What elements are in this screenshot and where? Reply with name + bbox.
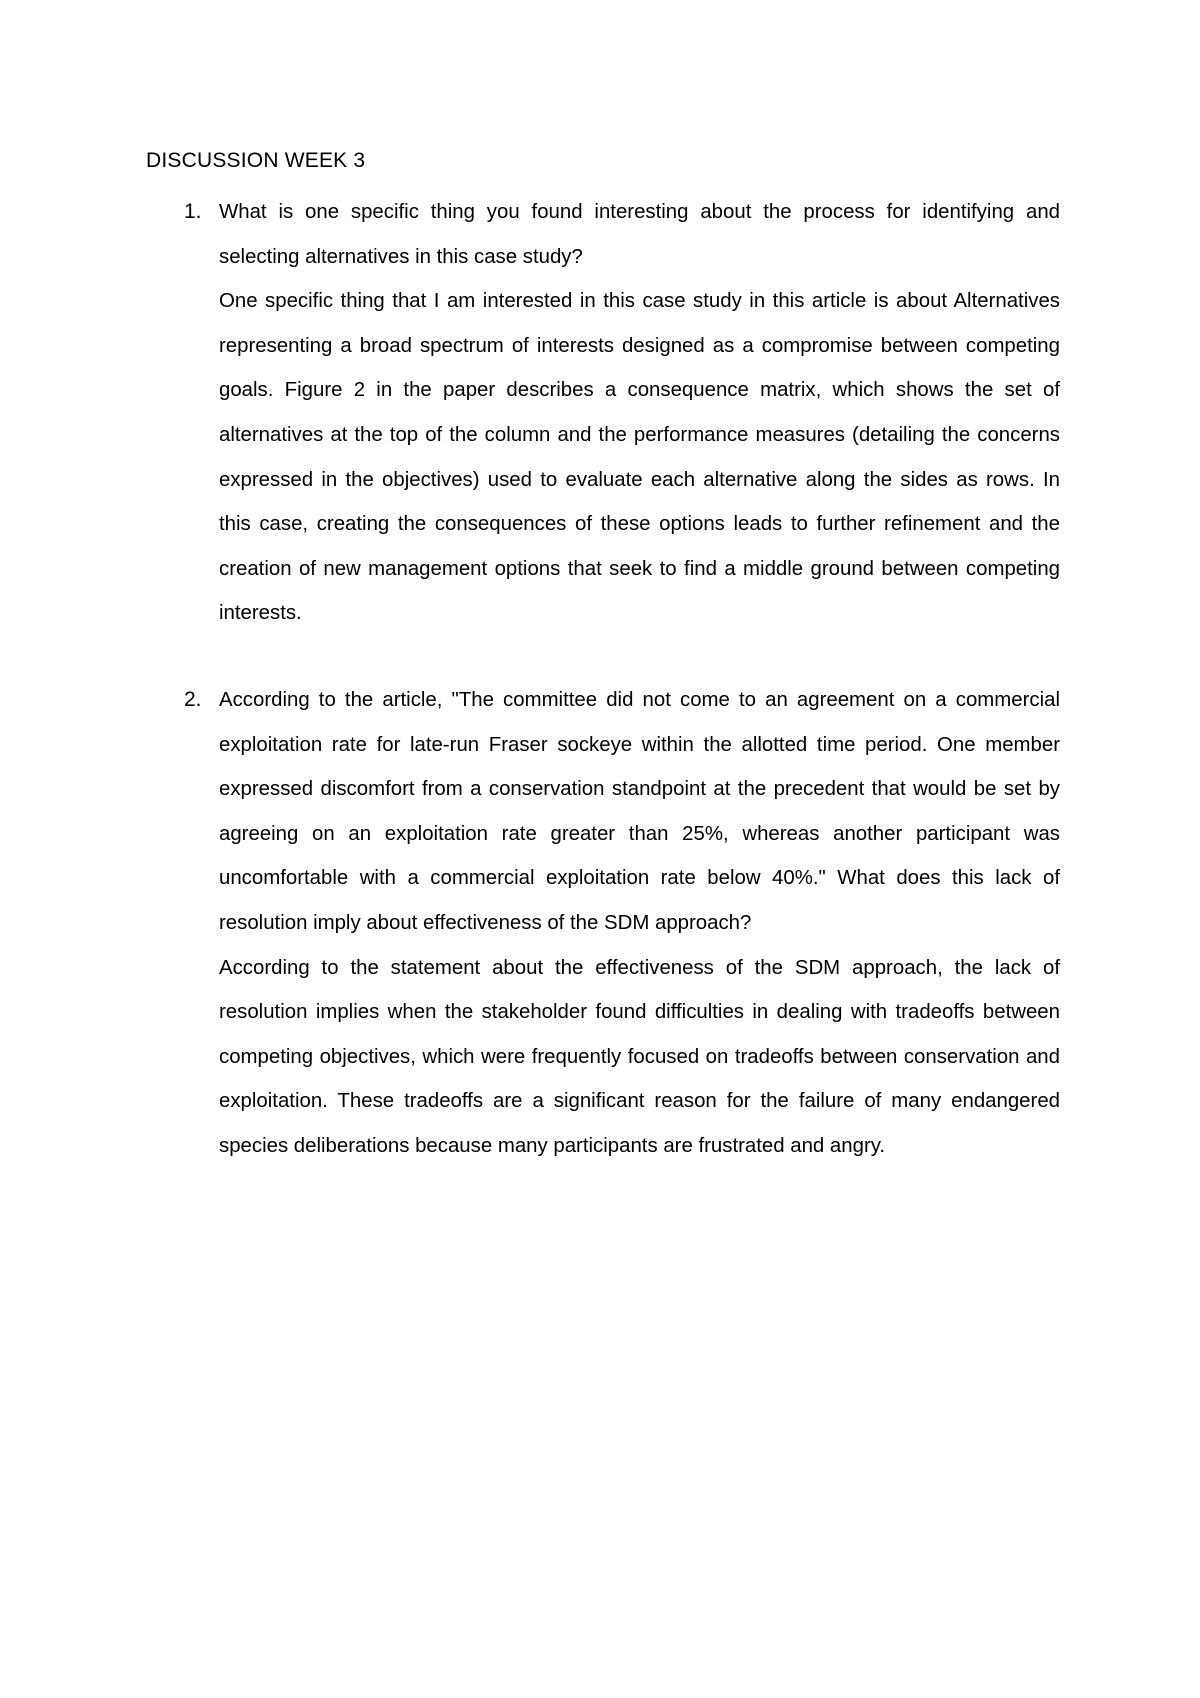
- item-body: [219, 678, 1060, 1169]
- question-text: According to the article, "The committee did not come to an agreement on a commercial exploitation rate for late-run Fraser sockeye within the allotted time period. One member expressed discomfort from a conservation standpoint at the precedent that would be set by agreeing on an exploitation rate greater than 25%, whereas another participant was uncomfortable with a commercial exploitation rate below 40%." What does this lack of resolution imply about effectiveness of the SDM approach?: [219, 689, 1060, 934]
- discussion-item-1: [146, 190, 1060, 636]
- discussion-item-2: [146, 678, 1060, 1169]
- item-number: 2.: [184, 688, 202, 711]
- answer-text: One specific thing that I am interested in this case study in this article is about Alternatives representing a broad spectrum of interests designed as a compromise between competing goals. Figure 2 in the paper describes a consequence matrix, which shows the set of alternatives at the top of the column and the performance measures (detailing the concerns expressed in the objectives) used to evaluate each alternative along the sides as rows. In this case, creating the consequences of these options leads to further refinement and the creation of new management options that seek to find a middle ground between competing interests.: [219, 290, 1060, 625]
- question-text: What is one specific thing you found interesting about the process for identifying and selecting alternatives in this case study?: [219, 201, 1060, 268]
- item-body: [219, 190, 1060, 636]
- item-number: 1.: [184, 200, 202, 223]
- document-title: DISCUSSION WEEK 3: [146, 149, 366, 172]
- answer-text: According to the statement about the effectiveness of the SDM approach, the lack of resolution implies when the stakeholder found difficulties in dealing with tradeoffs between competing objectives, which were frequently focused on tradeoffs between conservation and exploitation. These tradeoffs are a significant reason for the failure of many endangered species deliberations because many participants are frustrated and angry.: [219, 956, 1060, 1157]
